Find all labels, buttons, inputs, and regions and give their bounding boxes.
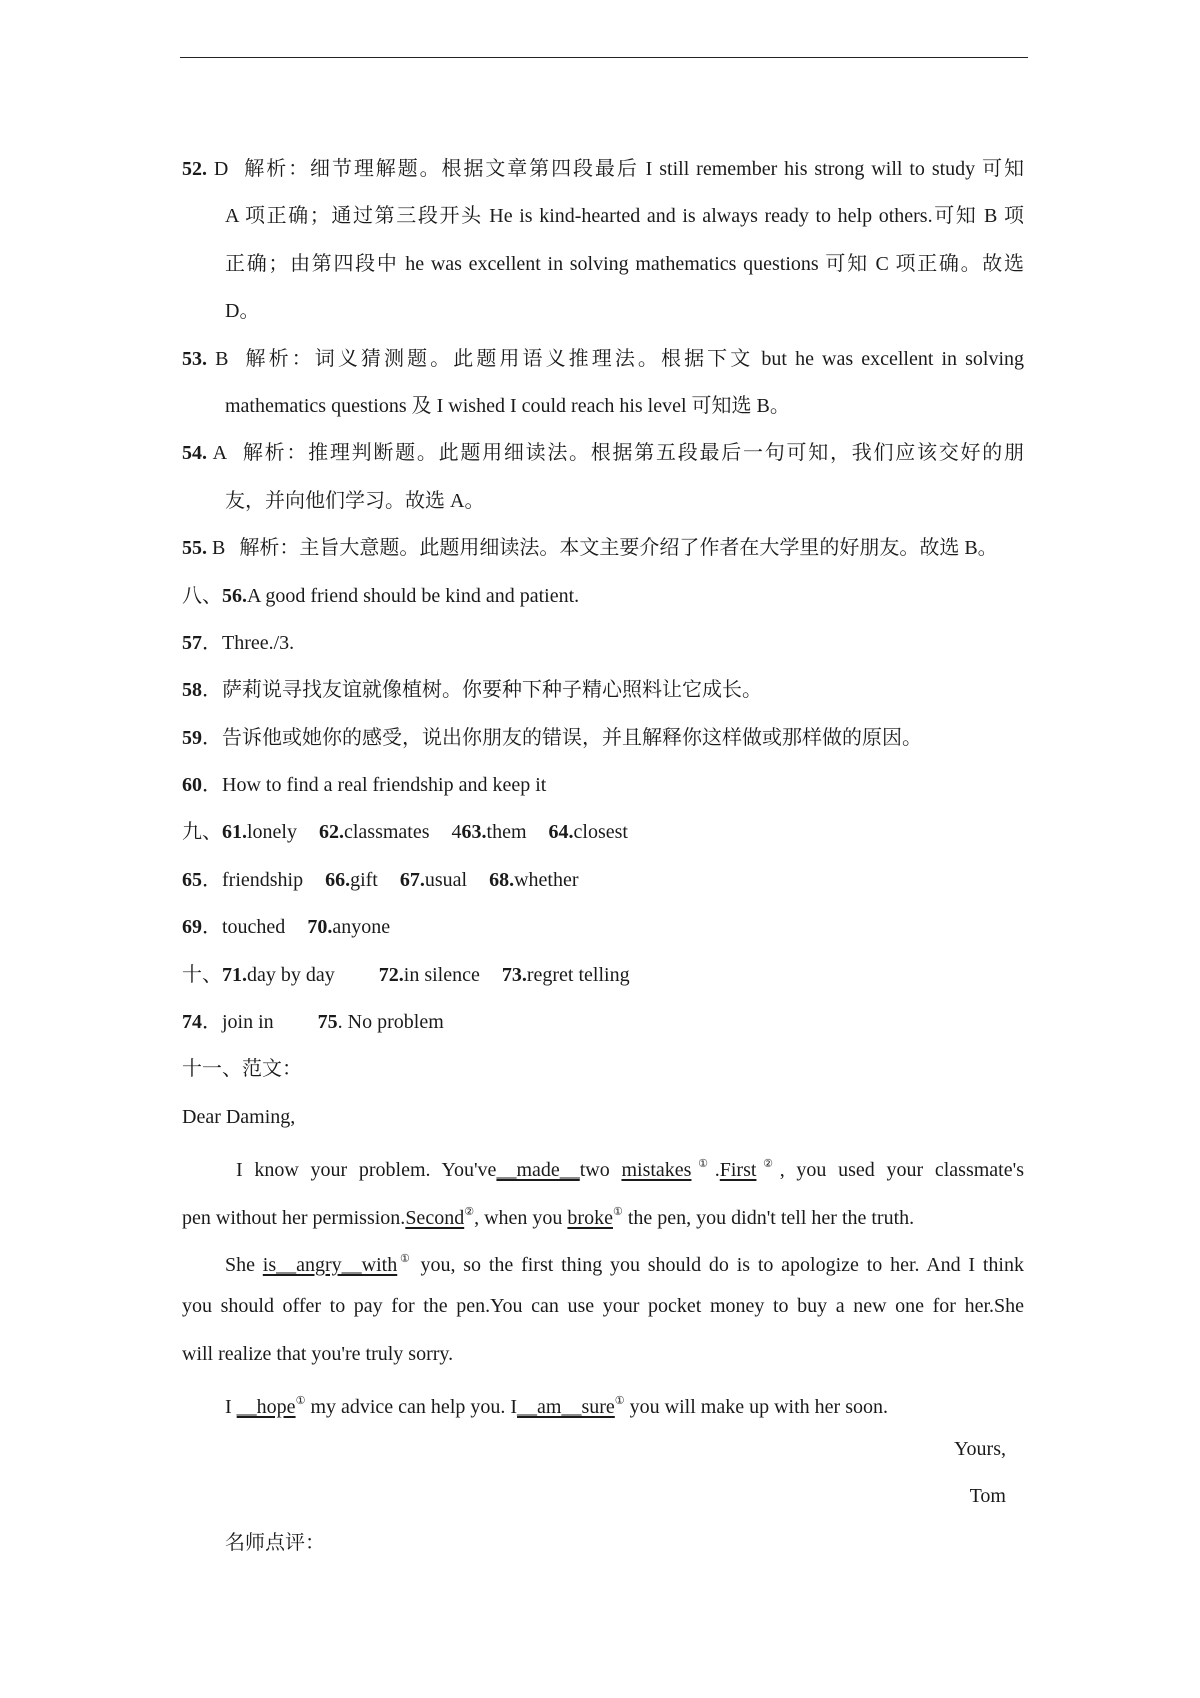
letter-text: , you used your classmate's [779,1159,1025,1182]
question-number: 52. [182,158,207,180]
question-number: 75 [317,1011,338,1034]
letter-closing: Yours, [954,1437,1006,1460]
question-number: 73. [501,963,527,986]
question-number: 69 [182,916,202,939]
answer-54-line-2: 友，并向他们学习。故选 A。 [225,489,485,512]
answer-letter: B [215,347,229,370]
question-number: 65 [182,868,202,891]
answers-65-68 [182,857,1024,904]
answer-54-line-1 [182,430,1024,477]
letter-paragraph-2-line-3: will realize that you're truly sorry. [182,1342,454,1365]
answer-letter: A [212,442,228,465]
underlined-phrase: is__angry__with [262,1253,398,1276]
answer-letter: D [213,158,229,180]
answer-59 [182,715,1024,762]
answers-61-64 [182,809,1024,856]
question-number: 60 [182,774,202,797]
question-number: 61. [222,821,247,844]
answer-text: ．friendship [202,868,304,891]
highlight-marker: ② [464,1205,475,1218]
underlined-phrase: Second [405,1206,465,1229]
letter-paragraph-2-line-1 [182,1236,1024,1283]
letter-text: the pen, you didn't tell her the truth. [622,1206,915,1229]
answer-58 [182,667,1024,714]
header-rule [180,57,1028,58]
explanation-text: 解析：推理判断题。此题用细读法。根据第五段最后一句可知，我们应该交好的朋 [241,442,1025,465]
letter-paragraph-3 [182,1378,1024,1425]
answer-52-line-2: A 项正确；通过第三段开头 He is kind-hearted and is always ready to help others.可知 B 项 [225,205,1024,228]
question-number: 62. [319,821,344,844]
question-number: 70. [307,916,333,939]
answer-52-line-3: 正确；由第四段中 he was excellent in solving mathematics questions 可知 C 项正确。故选 [225,252,1024,275]
answer-text: regret telling [526,963,630,986]
answer-55-line-1 [182,525,1024,572]
answer-text: whether [514,868,579,891]
answer-text: classmates [344,821,430,844]
answer-text: anyone [332,916,391,939]
section-prefix: 八、 [182,584,222,607]
letter-text: pen without her permission. [182,1206,406,1229]
underlined-phrase: broke [567,1206,613,1229]
explanation-text: 解析：主旨大意题。此题用细读法。本文主要介绍了作者在大学里的好朋友。故选 B。 [239,537,998,560]
letter-text: you will make up with her soon. [624,1396,888,1419]
letter-text: two [579,1159,610,1182]
answers-69-70 [182,904,1024,951]
answer-text: in silence [403,963,480,986]
answer-text: A good friend should be kind and patient. [247,584,580,607]
section-11-title: 十一、范文： [182,1058,302,1081]
letter-text: my advice can help you. I [305,1396,518,1419]
question-number: 57 [182,631,202,654]
answer-letter: B [212,537,226,560]
question-number: 67. [399,868,425,891]
letter-text: I [225,1396,237,1419]
answer-text: . No problem [337,1011,444,1034]
answer-53-line-2: mathematics questions 及 I wished I could reach his level 可知选 B。 [225,394,790,417]
letter-paragraph-1-line-1 [182,1141,1024,1188]
highlight-marker: ① [612,1205,623,1218]
answer-text: ．How to find a real friendship and keep it [202,774,547,797]
question-number: 63. [461,821,487,844]
underlined-phrase: First [719,1159,757,1182]
answer-text: gift [350,868,378,891]
answer-57 [182,620,1024,667]
explanation-text: 解析：细节理解题。根据文章第四段最后 I still remember his strong will to study 可知 [242,158,1024,180]
answer-text: closest [573,821,628,844]
question-number: 66. [325,868,351,891]
question-number: 71. [222,963,247,986]
question-number: 74 [182,1011,202,1034]
answer-text: ．萨莉说寻找友谊就像植树。你要种下种子精心照料让它成长。 [202,679,762,702]
teacher-comment-heading: 名师点评： [225,1532,325,1555]
question-number: 64. [548,821,574,844]
question-number: 72. [378,963,404,986]
letter-text: She [225,1253,263,1276]
explanation-text: 解析：词义猜测题。此题用语义推理法。根据下文 but he was excellent in solving [242,347,1025,370]
answer-text: ．touched [202,916,286,939]
answer-52-line-1 [182,146,1024,193]
answer-text: ．join in [202,1011,274,1034]
answer-text: lonely [247,821,297,844]
question-number: 58 [182,679,202,702]
highlight-marker: ① [295,1395,306,1408]
question-number: 68. [489,868,515,891]
letter-text: , when you [474,1206,568,1229]
highlight-marker: ② [756,1158,780,1171]
question-number: 54. [182,442,207,465]
letter-text: you, so the first thing you should do is to apologize to her. And I think [412,1253,1024,1276]
answer-60 [182,762,1024,809]
highlight-marker: ① [397,1252,413,1265]
underlined-phrase: __made__ [496,1159,580,1182]
question-number: 53. [182,347,207,370]
letter-text: I know your problem. You've [236,1159,497,1182]
highlight-marker: ① [614,1395,625,1408]
answer-text: day by day [247,963,335,986]
question-number: 59 [182,726,202,749]
letter-paragraph-1-line-2 [182,1189,1024,1236]
underlined-phrase: __am__sure [517,1396,615,1419]
answer-53-line-1 [182,336,1024,383]
stray-digit: 4 [451,821,462,844]
answer-56 [182,573,1024,620]
section-prefix: 十、 [182,963,222,986]
letter-paragraph-2-line-2: you should offer to pay for the pen.You can use your pocket money to buy a new one for her.She [182,1295,1024,1318]
answers-74-75 [182,999,1024,1046]
answer-52-line-4: D。 [225,300,260,323]
question-number: 55. [182,537,207,560]
question-number: 56. [222,584,247,607]
letter-greeting: Dear Daming, [182,1105,296,1128]
section-prefix: 九、 [182,821,222,844]
underlined-phrase: __hope [236,1396,296,1419]
answer-text: ．告诉他或她你的感受，说出你朋友的错误，并且解释你这样做或那样做的原因。 [202,726,922,749]
highlight-marker: ① [691,1158,715,1171]
answers-71-73 [182,952,1024,999]
letter-signature: Tom [969,1484,1006,1507]
answer-text: ．Three./3. [202,631,295,654]
answer-text: them [486,821,527,844]
underlined-phrase: mistakes [621,1159,692,1182]
document-body [182,146,1024,1568]
letter-text: . [714,1159,720,1182]
answer-text: usual [424,868,468,891]
